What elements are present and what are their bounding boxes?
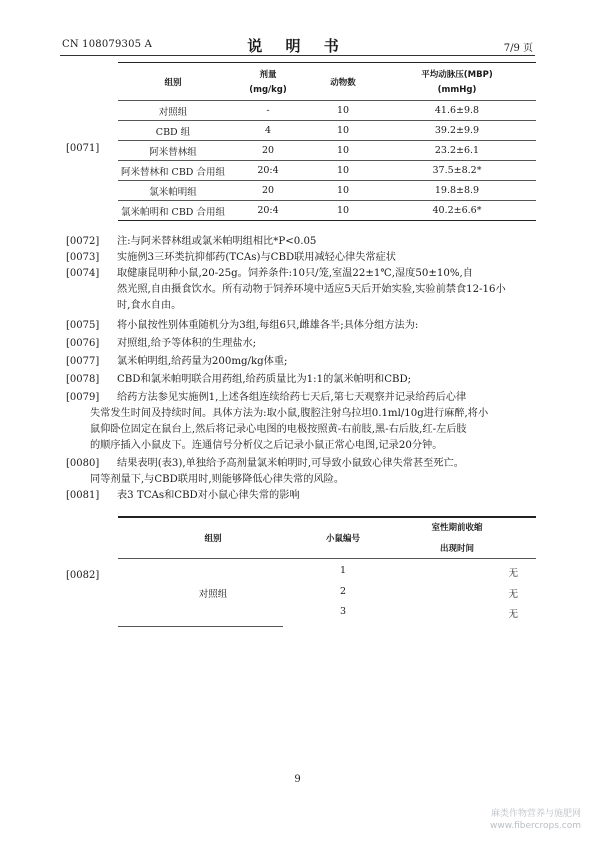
cell-map: 40.2±6.6* bbox=[378, 201, 536, 221]
table-header-rule bbox=[118, 558, 536, 559]
patent-number: CN 108079305 A bbox=[62, 39, 153, 50]
col-header-vpb-time: 出现时间 bbox=[439, 544, 474, 554]
paragraph-number: [0073] bbox=[66, 252, 100, 263]
table-top-rule bbox=[118, 516, 536, 518]
col-header-animals: 动物数 bbox=[308, 63, 378, 101]
cell-dose: 20:4 bbox=[228, 201, 308, 221]
cell-map: 37.5±8.2* bbox=[378, 161, 536, 181]
cell-mouse-no: 2 bbox=[339, 586, 347, 597]
paragraph-line: 将小鼠按性别体重随机分为3组,每组6只,雌雄各半;具体分组方法为: bbox=[117, 320, 419, 331]
paragraph-line: CBD和氯米帕明联合用药组,给药质量比为1:1的氯米帕明和CBD; bbox=[117, 374, 412, 385]
cell-animals: 10 bbox=[308, 201, 378, 221]
cell-dose: 4 bbox=[228, 121, 308, 141]
cell-animals: 10 bbox=[308, 141, 378, 161]
paragraph-line: 给药方法参见实施例1,上述各组连续给药七天后,第七天观察并记录给药后心律 bbox=[117, 392, 467, 403]
cell-vpb-time: 无 bbox=[508, 589, 518, 600]
paragraph-number: [0080] bbox=[66, 458, 100, 469]
table-row bbox=[118, 141, 536, 161]
paragraph-line: 然光照,自由摄食饮水。所有动物于饲养环境中适应5天后开始实验,实验前禁食12-16小 bbox=[117, 284, 506, 295]
paragraph-number: [0078] bbox=[66, 374, 100, 385]
paragraph-line: 取健康昆明种小鼠,20-25g。饲养条件:10只/笼,室温22±1℃,湿度50±10%,自 bbox=[117, 268, 473, 279]
paragraph-line: 鼠仰卧位固定在鼠台上,然后将记录心电图的电极按照黄-右前肢,黑-右后肢,红-左后肢 bbox=[90, 424, 467, 435]
paragraph bbox=[62, 234, 542, 250]
watermark-line: www.fibercrops.com bbox=[490, 821, 581, 831]
paragraph-number: [0074] bbox=[66, 268, 100, 279]
paragraph-line: 的顺序插入小鼠皮下。连通信号分析仪之后记录小鼠正常心电图,记录20分钟。 bbox=[90, 440, 443, 451]
cell-group: 氯米帕明组 bbox=[118, 181, 228, 201]
cell-dose: 20 bbox=[228, 141, 308, 161]
cell-group: 对照组 bbox=[118, 101, 228, 121]
page-indicator: 7/9 页 bbox=[503, 43, 533, 54]
cell-animals: 10 bbox=[308, 181, 378, 201]
col-header-map-unit: (mmHg) bbox=[437, 85, 477, 96]
cell-group: CBD 组 bbox=[118, 121, 228, 141]
paragraph-line: 实施例3三环类抗抑郁药(TCAs)与CBD联用减轻心律失常症状 bbox=[117, 252, 396, 263]
watermark bbox=[490, 808, 581, 832]
paragraph bbox=[62, 354, 542, 372]
document-title: 说 明 书 bbox=[247, 37, 348, 55]
paragraph bbox=[62, 250, 542, 266]
cell-mouse-no: 3 bbox=[339, 606, 347, 617]
col-header-vpb: 室性期前收缩 bbox=[431, 523, 483, 533]
paragraph bbox=[62, 336, 542, 354]
paragraph-line: 失常发生时间及持续时间。具体方法为:取小鼠,腹腔注射乌拉坦0.1ml/10g进行麻醉,将小 bbox=[90, 408, 489, 419]
cell-mouse-no: 1 bbox=[339, 565, 347, 576]
paragraph-number: [0081] bbox=[66, 490, 100, 501]
paragraph bbox=[62, 318, 542, 336]
cell-vpb-time: 无 bbox=[508, 568, 518, 579]
paragraph-line: 结果表明(表3),单独给予高剂量氯米帕明时,可导致小鼠致心律失常甚至死亡。 bbox=[117, 458, 464, 469]
paragraph bbox=[62, 372, 542, 390]
blood-pressure-table bbox=[118, 62, 536, 221]
paragraph bbox=[62, 456, 542, 488]
paragraph-number: [0079] bbox=[66, 392, 100, 403]
col-header-mouse-no: 小鼠编号 bbox=[325, 534, 360, 544]
paragraph-line: 同等剂量下,与CBD联用时,则能够降低心律失常的风险。 bbox=[90, 474, 345, 485]
paragraph-line: 时,食水自由。 bbox=[117, 300, 182, 311]
watermark-line: 麻类作物营养与施肥网 bbox=[490, 809, 581, 819]
table-row bbox=[118, 161, 536, 181]
cell-map: 23.2±6.1 bbox=[378, 141, 536, 161]
cell-dose: - bbox=[228, 101, 308, 121]
table-group-rule bbox=[118, 626, 283, 627]
cell-dose: 20 bbox=[228, 181, 308, 201]
paragraph-line: 对照组,给予等体积的生理盐水; bbox=[117, 338, 257, 349]
cell-map: 41.6±9.8 bbox=[378, 101, 536, 121]
paragraph-line: 氯米帕明组,给药量为200mg/kg体重; bbox=[117, 356, 288, 367]
cell-group: 阿米替林组 bbox=[118, 141, 228, 161]
cell-animals: 10 bbox=[308, 161, 378, 181]
paragraph-number: [0072] bbox=[66, 236, 100, 247]
cell-map: 39.2±9.9 bbox=[378, 121, 536, 141]
col-header-dose-unit: (mg/kg) bbox=[249, 85, 287, 96]
table-row bbox=[118, 181, 536, 201]
cell-animals: 10 bbox=[308, 101, 378, 121]
paragraph bbox=[62, 488, 542, 506]
paragraph-number: [0071] bbox=[66, 143, 100, 154]
paragraph bbox=[62, 266, 542, 314]
cell-dose: 20:4 bbox=[228, 161, 308, 181]
paragraph bbox=[62, 390, 542, 454]
paragraph-number: [0082] bbox=[66, 570, 100, 581]
page-number: 9 bbox=[294, 774, 301, 785]
table-caption: 表3 TCAs和CBD对小鼠心律失常的影响 bbox=[117, 490, 300, 501]
paragraph-number: [0076] bbox=[66, 338, 100, 349]
body-paragraphs bbox=[62, 234, 542, 506]
table-row bbox=[118, 101, 536, 121]
paragraph-number: [0075] bbox=[66, 320, 100, 331]
cell-vpb-time: 无 bbox=[508, 609, 518, 620]
cell-animals: 10 bbox=[308, 121, 378, 141]
paragraph-number: [0077] bbox=[66, 356, 100, 367]
paragraph-line: 注:与阿米替林组或氯米帕明组相比*P<0.05 bbox=[117, 236, 317, 247]
cell-map: 19.8±8.9 bbox=[378, 181, 536, 201]
cell-group: 阿米替林和 CBD 合用组 bbox=[118, 161, 228, 181]
cell-group: 对照组 bbox=[198, 589, 228, 600]
col-header-dose: 剂量 bbox=[228, 63, 308, 81]
col-header-group: 组别 bbox=[118, 63, 228, 101]
table-row bbox=[118, 121, 536, 141]
table-row bbox=[118, 201, 536, 221]
cell-group: 氯米帕明和 CBD 合用组 bbox=[118, 201, 228, 221]
header-rule bbox=[60, 55, 535, 56]
col-header-group: 组别 bbox=[204, 534, 222, 544]
col-header-map: 平均动脉压(MBP) bbox=[378, 63, 536, 81]
